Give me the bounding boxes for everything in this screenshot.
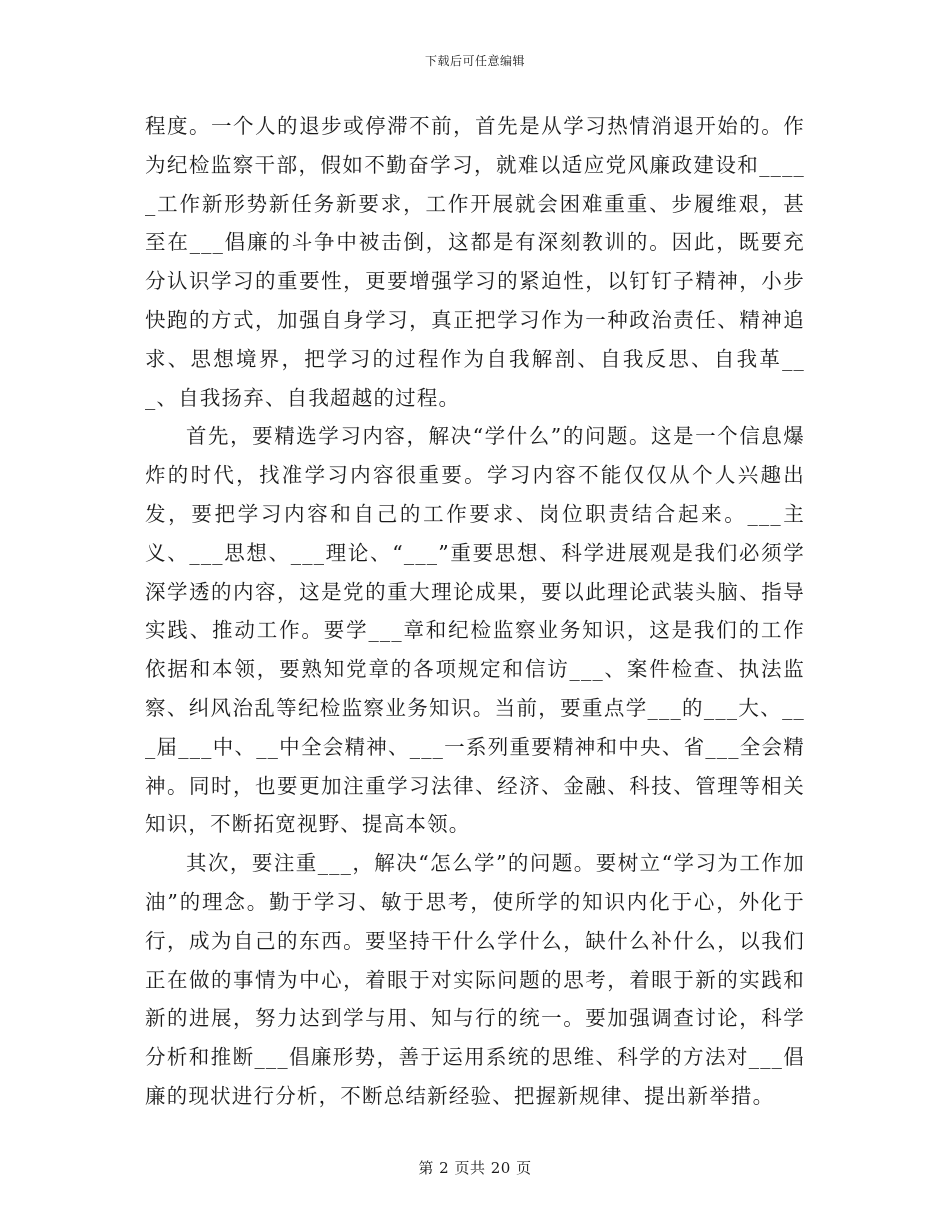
page-header: 下载后可任意编辑 xyxy=(424,54,525,68)
paragraph-1: 程度。一个人的退步或停滞不前，首先是从学习热情消退开始的。作为纪检监察干部，假如不勤奋学习，就难以适应党风廉政建设和_____工作新形势新任务新要求，工作开展就会困难重重、步履维艰，甚至在___倡廉的斗争中被击倒，这都是有深刻教训的。因此，既要充分认识学习的重要性，更要增强学习的紧迫性，以钉钉子精神，小步快跑的方式，加强自身学习，真正把学习作为一种政治责任、精神追求、思想境界，把学习的过程作为自我解剖、自我反思、自我革___、自我扬弃、自我超越的过程。 xyxy=(145,114,805,410)
paragraph-3: 其次，要注重___，解决“怎么学”的问题。要树立“学习为工作加油”的理念。勤于学习、敏于思考，使所学的知识内化于心，外化于行，成为自己的东西。要坚持干什么学什么，缺什么补什么，以我们正在做的事情为中心，着眼于对实际问题的思考，着眼于新的实践和新的进展，努力达到学与用、知与行的统一。要加强调查讨论，科学分析和推断___倡廉形势，善于运用系统的思维、科学的方法对___倡廉的现状进行分析，不断总结新经验、把握新规律、提出新举措。 xyxy=(145,851,805,1108)
page-footer: 第 2 页共 20 页 xyxy=(418,1159,532,1177)
paragraph-2: 首先，要精选学习内容，解决“学什么”的问题。这是一个信息爆炸的时代，找准学习内容很重要。学习内容不能仅仅从个人兴趣出发，要把学习内容和自己的工作要求、岗位职责结合起来。___主义、___思想、___理论、“___”重要思想、科学进展观是我们必须学深学透的内容，这是党的重大理论成果，要以此理论武装头脑、指导实践、推动工作。要学___章和纪检监察业务知识，这是我们的工作依据和本领，要熟知党章的各项规定和信访___、案件检查、执法监察、纠风治乱等纪检监察业务知识。当前，要重点学___的___大、___届___中、__中全会精神、___一系列重要精神和中央、省___全会精神。同时，也要更加注重学习法律、经济、金融、科技、管理等相关知识，不断拓宽视野、提高本领。 xyxy=(145,424,805,837)
document-body xyxy=(145,107,805,1116)
